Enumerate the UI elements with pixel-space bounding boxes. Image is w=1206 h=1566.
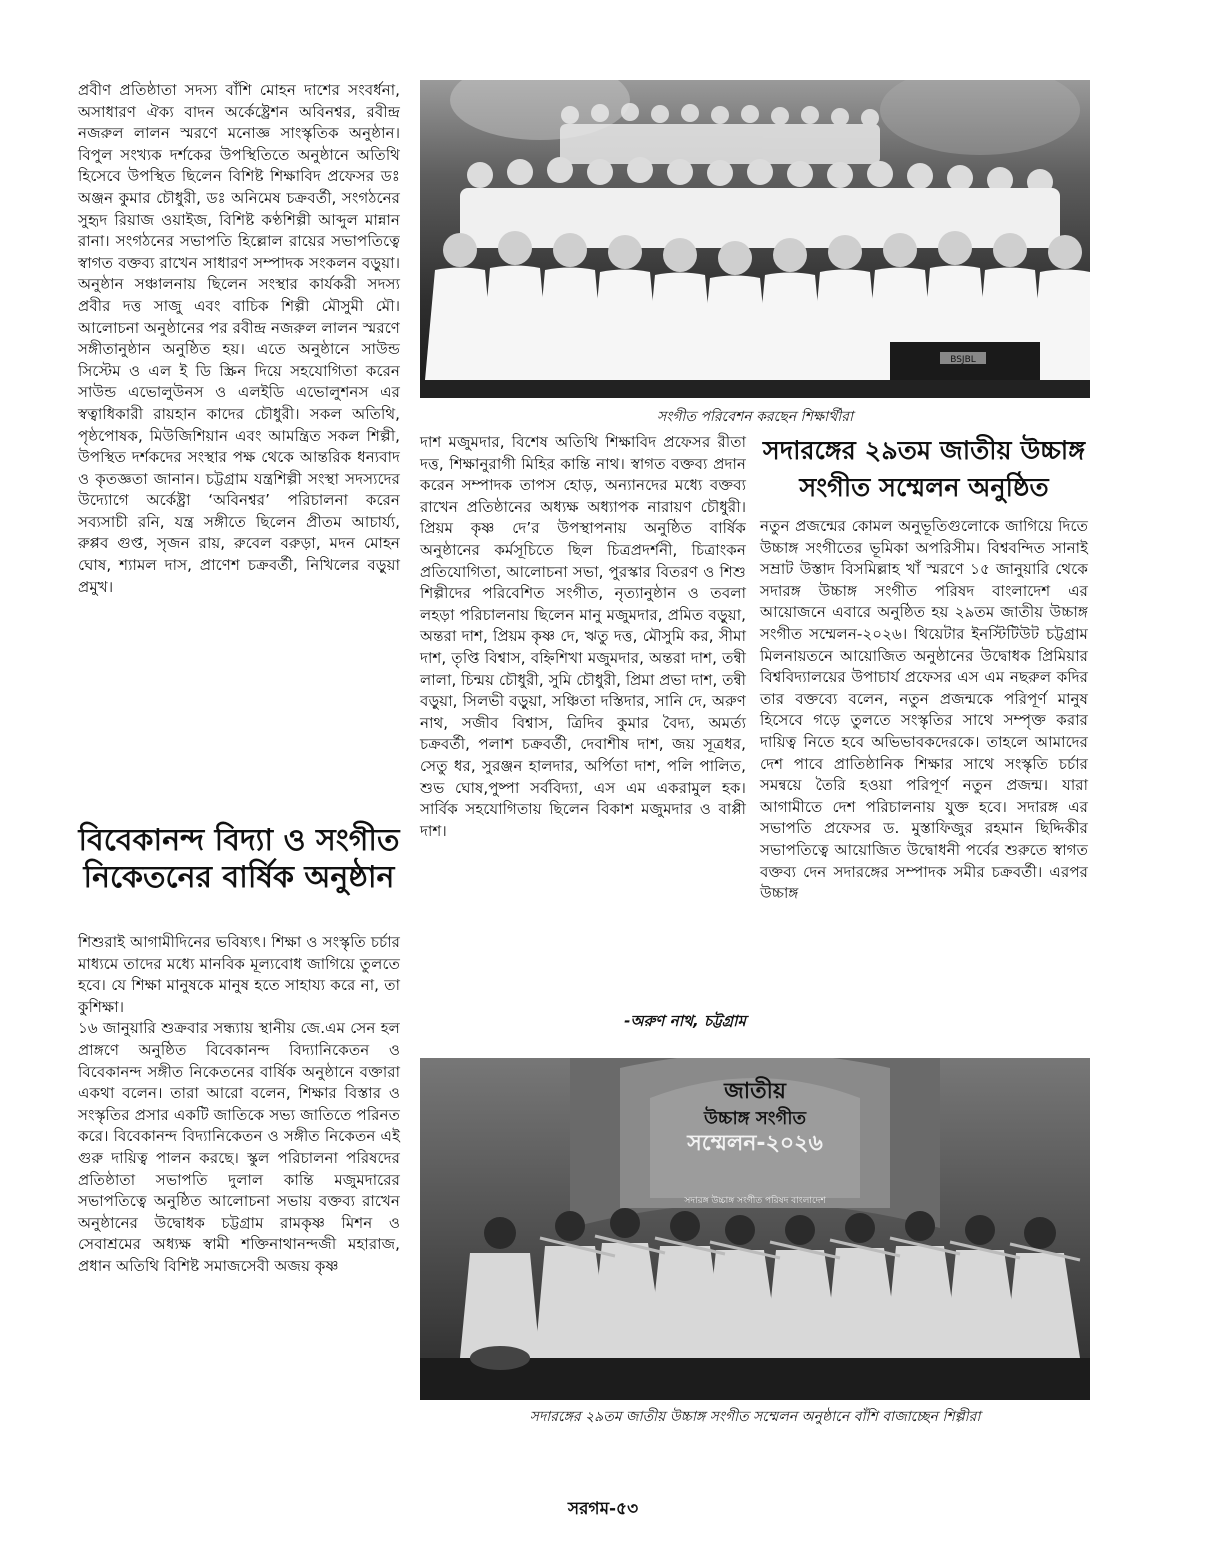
sadarang-column — [760, 516, 1088, 905]
speaker-label: BSJBL — [950, 355, 976, 365]
page-number: সরগম-৫৩ — [567, 1499, 639, 1519]
byline: -অরুণ নাথ, চট্টগ্রাম — [624, 1012, 746, 1030]
article-left-column — [78, 80, 400, 598]
sadarang-paragraph-1: নতুন প্রজন্মের কোমল অনুভূতিগুলোকে জাগিয়ে দিতে উচ্চাঙ্গ সংগীতের ভূমিকা অপরিসীম। বিশ্ববন্দিত সানাই সম্রাট উস্তাদ বিসমিল্লাহ খাঁ স্মরণে ১৫ জানুয়ারি থেকে সদারঙ্গ উচ্চাঙ্গ সংগীত পরিষদ বাংলাদেশ এর আয়োজনে এবারে অনুষ্ঠিত হয় ২৯তম জাতীয় উচ্চাঙ্গ সংগীত সম্মেলন-২০২৬। থিয়েটার ইনস্টিটিউট চট্টগ্রাম মিলনায়তনে আয়োজিত অনুষ্ঠানের উদ্বোধক প্রিমিয়ার বিশ্ববিদ্যালয়ের উপাচার্য প্রফেসর এস এম নছরুল কদির তার বক্তব্যে বলেন, নতুন প্রজন্মকে পরিপূর্ণ মানুষ হিসেবে গড়ে তুলতে সংস্কৃতির সাথে সম্পৃক্ত করার দায়িত্ব নিতে হবে অভিভাবকদেরকে। তাহলে আমাদের দেশ পাবে প্রাতিষ্ঠানিক শিক্ষার সাথে সংস্কৃতি চর্চার সমন্বয়ে তৈরি হওয়া পরিপূর্ণ নতুন প্রজন্ম। যারা আগামীতে দেশ পরিচালনায় যুক্ত হবে। সদারঙ্গ এর সভাপতি প্রফেসর ড. মুস্তাফিজুর রহমান ছিদ্দিকীর সভাপতিত্বে আয়োজিত উদ্বোধনী পর্বের শুরুতে স্বাগত বক্তব্য দেন সদারঙ্গের সম্পাদক সমীর চক্রবর্তী। এরপর উচ্চাঙ্গ — [760, 517, 1088, 903]
vivekananda-column-2 — [420, 432, 746, 842]
vivekananda-paragraph-1: শিশুরাই আগামীদিনের ভবিষ্যৎ। শিক্ষা ও সংস্কৃতি চর্চার মাধ্যমে তাদের মধ্যে মানবিক মূল্যবোধ জাগিয়ে তুলতে হবে। যে শিক্ষা মানুষকে মানুষ হতে সাহায্য করে না, তা কুশিক্ষা। — [78, 933, 400, 1016]
banner-org: সদারঙ্গ উচ্চাঙ্গ সংগীত পরিষদ বাংলাদেশ — [684, 1196, 826, 1206]
vivekananda-paragraph-3: দাশ মজুমদার, বিশেষ অতিথি শিক্ষাবিদ প্রফেসর রীতা দত্ত, শিক্ষানুরাগী মিহির কান্তি নাথ। স্বাগত বক্তব্য প্রদান করেন সম্পাদক তাপস হোড়, অন্যানদের মধ্যে বক্তব্য রাখেন প্রতিষ্ঠানের অধ্যক্ষ অধ্যাপক নারায়ণ চৌধুরী। প্রিয়ম কৃষ্ণ দে’র উপস্থাপনায় অনুষ্ঠিত বার্ষিক অনুষ্ঠানের কর্মসূচিতে ছিল চিত্রপ্রদর্শনী, চিত্রাংকন প্রতিযোগিতা, আলোচনা সভা, পুরস্কার বিতরণ ও শিশু শিল্পীদের পরিবেশিত সংগীত, নৃত্যানুষ্ঠান ও তবলা লহড়া পরিচালনায় ছিলেন মানু মজুমদার, প্রমিত বড়ুয়া, অন্তরা দাশ, প্রিয়ম কৃষ্ণ দে, ঋতু দত্ত, মৌসুমি কর, সীমা দাশ, তৃপ্তি বিশ্বাস, বহ্নিশিখা মজুমদার, অন্তরা দাশ, তন্বী লালা, চিন্ময় চৌধুরী, সুমি চৌধুরী, প্রিমা প্রভা দাশ, তন্বী বড়ুয়া, সিলভী বড়ুয়া, সঞ্চিতা দস্তিদার, সানি দে, অরুণ নাথ, সজীব বিশ্বাস, ত্রিদিব কুমার বৈদ্য, অমর্ত্য চক্রবর্তী, পলাশ চক্রবর্তী, দেবাশীষ দাশ, জয় সূত্রধর, সেতু ধর, সুরঞ্জন হালদার, অর্পিতা দাশ, পলি পালিত, শুভ ঘোষ,পুষ্পা সর্ববিদ্যা, এস এম একরামুল হক। সার্বিক সহযোগিতায় ছিলেন বিকাশ মজুমদার ও বাপ্পী দাশ। — [420, 433, 746, 840]
sadarang-headline: সদারঙ্গের ২৯তম জাতীয় উচ্চাঙ্গ সংগীত সম্মেলন অনুষ্ঠিত — [762, 436, 1086, 503]
choir-photo — [420, 80, 1090, 398]
banner-line-2: উচ্চাঙ্গ সংগীত — [704, 1108, 806, 1129]
flute-photo-graphic — [420, 1058, 1090, 1400]
flute-caption: সদারঙ্গের ২৯তম জাতীয় উচ্চাঙ্গ সংগীত সম্মেলন অনুষ্ঠানে বাঁশি বাজাচ্ছেন শিল্পীরা — [529, 1409, 981, 1425]
article-left-paragraph: প্রবীণ প্রতিষ্ঠাতা সদস্য বাঁশি মোহন দাশের সংবর্ধনা, অসাধারণ ঐক্য বাদন অর্কেষ্ট্রেশন অবিনশ্বর, রবীন্দ্র নজরুল লালন স্মরণে মনোজ্ঞ সাংস্কৃতিক অনুষ্ঠান। বিপুল সংখ্যক দর্শকের উপস্থিতিতে অনুষ্ঠানে অতিথি হিসেবে উপস্থিত ছিলেন বিশিষ্ট শিক্ষাবিদ প্রফেসর ডঃ অঞ্জন কুমার চৌধুরী, ডঃ অনিমেষ চক্রবর্তী, সংগঠনের সুহৃদ রিয়াজ ওয়াইজ, বিশিষ্ট কণ্ঠশিল্পী আব্দুল মান্নান রানা। সংগঠনের সভাপতি হিল্লোল রায়ের সভাপতিত্বে স্বাগত বক্তব্য রাখেন সাধারণ সম্পাদক সংকলন বড়ুয়া। অনুষ্ঠান সঞ্চালনায় ছিলেন সংস্থার কার্যকরী সদস্য প্রবীর দত্ত সাজু এবং বাচিক শিল্পী মৌসুমী মৌ। আলোচনা অনুষ্ঠানের পর রবীন্দ্র নজরুল লালন স্মরণে সঙ্গীতানুষ্ঠান অনুষ্ঠিত হয়। এতে অনুষ্ঠানে সাউন্ড সিস্টেম ও এল ই ডি স্ক্রিন দিয়ে সহযোগিতা করেন সাউন্ড এভোলুউনস ও এলইডি এভোলুশনস এর স্বত্বাধিকারী রায়হান কাদের চৌধুরী। সকল অতিথি, পৃষ্ঠপোষক, মিউজিশিয়ান এবং আমন্ত্রিত সকল শিল্পী, উপস্থিত দর্শকদের সংস্থার পক্ষ থেকে আন্তরিক ধন্যবাদ ও কৃতজ্ঞতা জানান। চট্টগ্রাম যন্ত্রশিল্পী সংস্থা সদস্যদের উদ্যোগে অর্কেষ্ট্রা ‘অবিনশ্বর’ পরিচালনা করেন সব্যসাচী রনি, যন্ত্র সঙ্গীতে ছিলেন প্রীতম আচার্য্য, রুপ্পব গুপ্ত, সৃজন রায়, রুবেল বরুড়া, মদন মোহন ঘোষ, শ্যামল দাস, প্রাণেশ চক্রবর্তী, নিখিলের বড়ুয়া প্রমুখ। — [78, 81, 400, 596]
vivekananda-column-1 — [78, 932, 400, 1278]
vivekananda-paragraph-2: ১৬ জানুয়ারি শুক্রবার সন্ধ্যায় স্থানীয় জে.এম সেন হল প্রাঙ্গণে অনুষ্ঠিত বিবেকানন্দ বিদ্যানিকেতন ও বিবেকানন্দ সঙ্গীত নিকেতনের বার্ষিক অনুষ্ঠানে বক্তারা একথা বলেন। তারা আরো বলেন, শিক্ষার বিস্তার ও সংস্কৃতির প্রসার একটি জাতিকে সভ্য জাতিতে পরিনত করে। বিবেকানন্দ বিদ্যানিকেতন ও সঙ্গীত নিকেতন এই গুরু দায়িত্ব পালন করছে। স্কুল পরিচালনা পরিষদের প্রতিষ্ঠাতা সভাপতি দুলাল কান্তি মজুমদারের সভাপতিত্বে অনুষ্ঠিত আলোচনা সভায় বক্তব্য রাখেন অনুষ্ঠানের উদ্বোধক চট্টগ্রাম রামকৃষ্ণ মিশন ও সেবাশ্রমের অধ্যক্ষ স্বামী শক্তিনাথানন্দজী মহারাজ, প্রধান অতিথি বিশিষ্ট সমাজসেবী অজয় কৃষ্ণ — [78, 1019, 400, 1275]
choir-caption: সংগীত পরিবেশন করছেন শিক্ষার্থীরা — [656, 409, 854, 425]
banner-line-3: সম্মেলন-২০২৬ — [687, 1131, 823, 1156]
choir-photo-graphic — [420, 80, 1090, 398]
flute-performance-photo — [420, 1058, 1090, 1400]
banner-line-1: জাতীয় — [724, 1079, 786, 1104]
vivekananda-headline: বিবেকানন্দ বিদ্যা ও সংগীত নিকেতনের বার্ষিক অনুষ্ঠান — [78, 823, 400, 895]
